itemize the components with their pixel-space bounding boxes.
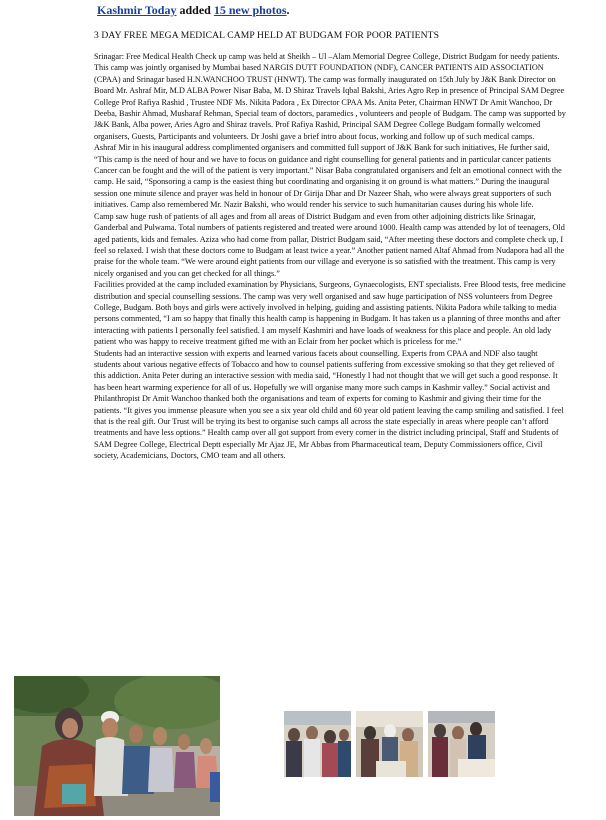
page-name-link[interactable]: Kashmir Today [97, 3, 177, 17]
article-title: 3 DAY FREE MEGA MEDICAL CAMP HELD AT BUDGAM FOR POOR PATIENTS [94, 30, 440, 41]
action-text: added [176, 3, 214, 17]
article-body [94, 51, 566, 462]
new-photos-link[interactable]: 15 new photos [213, 3, 287, 17]
article-paragraph-5: Students had an interactive session with experts and learned various facets about counselling. Experts from CPAA and NDF also taught students about various negative effects of Tobacco and how to counsel patients suffering from excessive smoking so that they get relieved of this addiction. Anita Peter during an interactive session with media said, “Honestly I had not thought that we will get such a good response. It has been heart warming experience for all of us. Hopefully we will organise many more such camps in Kashmir valley.” Social activist and Philanthropist Dr Amit Wanchoo thanked both the organisations and team of experts for coming to Kashmir and giving their time for the patients. “It gives you immense pleasure when you see a six year old child and 60 year old patient leaving the camp smiling and satisfied. I feel that is the real gift. Our Trust will be trying its best to organise such camps all across the state especially in areas where people can’t afford treatments and have less options.” Health camp over all got support from every corner in the district including principal, Staff and Students of SAM Degree College, Electrical Deptt especially Mr Ajaz JE, Mr Abbas from Pharmaceutical team, Deputy Commissioners office, Civil society, Academicians, Doctors, CMO team and all others. [94, 348, 564, 461]
article-paragraph-3: Camp saw huge rush of patients of all ages and from all areas of District Budgam and even from other adjoining districts like Srinagar, Ganderbal and Pulwama. Total numbers of patients registered and treated were around 1000. Health camp was attended by lot of teenagers, Old aged patients, kids and females. Aziza who had come from pallar, District Budgam said, “After meeting these doctors and complete check up, I feel so relaxed. I wish that these doctors come to Budgam at least twice a year.” Another patient named Altaf Ahmad from Nudapora had all the praise for the whole team. “We were around eight patients from our village and everyone is so satisfied with the treatment. This camp is very nicely organised and you can get checked for all things.” [94, 211, 565, 278]
camp-crowd-image-1 [284, 711, 351, 777]
post-header [97, 3, 577, 17]
camp-crowd-photo-3[interactable] [428, 711, 495, 777]
article-paragraph-1: Srinagar: Free Medical Health Check up camp was held at Sheikh – Ul –Alam Memorial Degree College, District Budgam for needy patients. This camp was jointly organised by Mumbai based NARGIS DUTT FOUNDATION (NDF), CANCER PATIENTS AID ASSOCIATION (CPAA) and Srinagar based H.N.WANCHOO TRUST (HNWT). The camp was formally inaugurated on 15th July by J&K Bank Director on Board Mr. Ashraf Mir, M.D ALBA Power Nisar Baba, M. D Shiraz Travels Iqbal Bakshi, Aries Agro Rep in presence of Principal SAM Degree College Prof Rafiya Rashid , Trustee NDF Ms. Nikita Padora , Ex Director CPAA Ms. Anita Peter, Chairman HNWT Dr Amit Wanchoo, Dr Deeba, Bashir Ahmad, Musharaf Rehman, Special team of doctors, paramedics , volunteers and people of Budgam. The camp was supported by J&K Bank, Alba power, Aries Agro and Shiraz travels. Prof Rafiya Rashid, Principal SAM Degree College Budgam formally welcomed organisers, Guests, Participants and volunteers. Dr Joshi gave a brief intro about focus, working and follow up of such medical camps. [94, 52, 566, 141]
patients-waiting-image [14, 676, 220, 816]
camp-crowd-photo-1[interactable] [284, 711, 351, 777]
header-period: . [286, 3, 290, 17]
camp-crowd-photo-2[interactable] [356, 711, 423, 777]
article-paragraph-4: Facilities provided at the camp included examination by Physicians, Surgeons, Gynaecologists, ENT specialists. Free Blood tests, free medicine distribution and special counselling sessions. The camp was very well organised and saw huge participation of NSS volunteers from Degree College, Budgam. Both boys and girls were actively involved in helping, guiding and assisting patients. Nikita Padora while talking to media persons commented, “I am so happy that finally this health camp is happening in Budgam. It has taken us a planning of three months and after interacting with patients I personally feel satisfied. I am myself Kashmiri and have loads of weakness for this place and people. An old lady patient who was happy to receive treatment gifted me with an Eclair from her pocket which is priceless for me.” [94, 280, 566, 347]
camp-crowd-image-3 [428, 711, 495, 777]
camp-crowd-image-2 [356, 711, 423, 777]
patients-waiting-photo[interactable] [14, 676, 220, 816]
article-paragraph-2: Ashraf Mir in his inaugural address complimented organisers and committed full support of J&K Bank for such initiatives, He further said, “This camp is the need of hour and we have to focus on guidance and right counselling for general patients and in particular cancer patients Cancer can be fought and the will of the patient is very important.” Nisar Baba congratulated organisers and felt an emotional connect with the camp. He said, “Sponsoring a camp is the easiest thing but coordinating and organising it on ground is what matters.” During the inaugural session one minute silence and prayer was held in honour of Dr Girija Dhar and Dr Nazeer Shah, who were always great supporters of such initiatives. Camp also remembered Mr. Nazir Bakshi, who would render his service to such humanitarian causes during his whole life. [94, 143, 562, 210]
